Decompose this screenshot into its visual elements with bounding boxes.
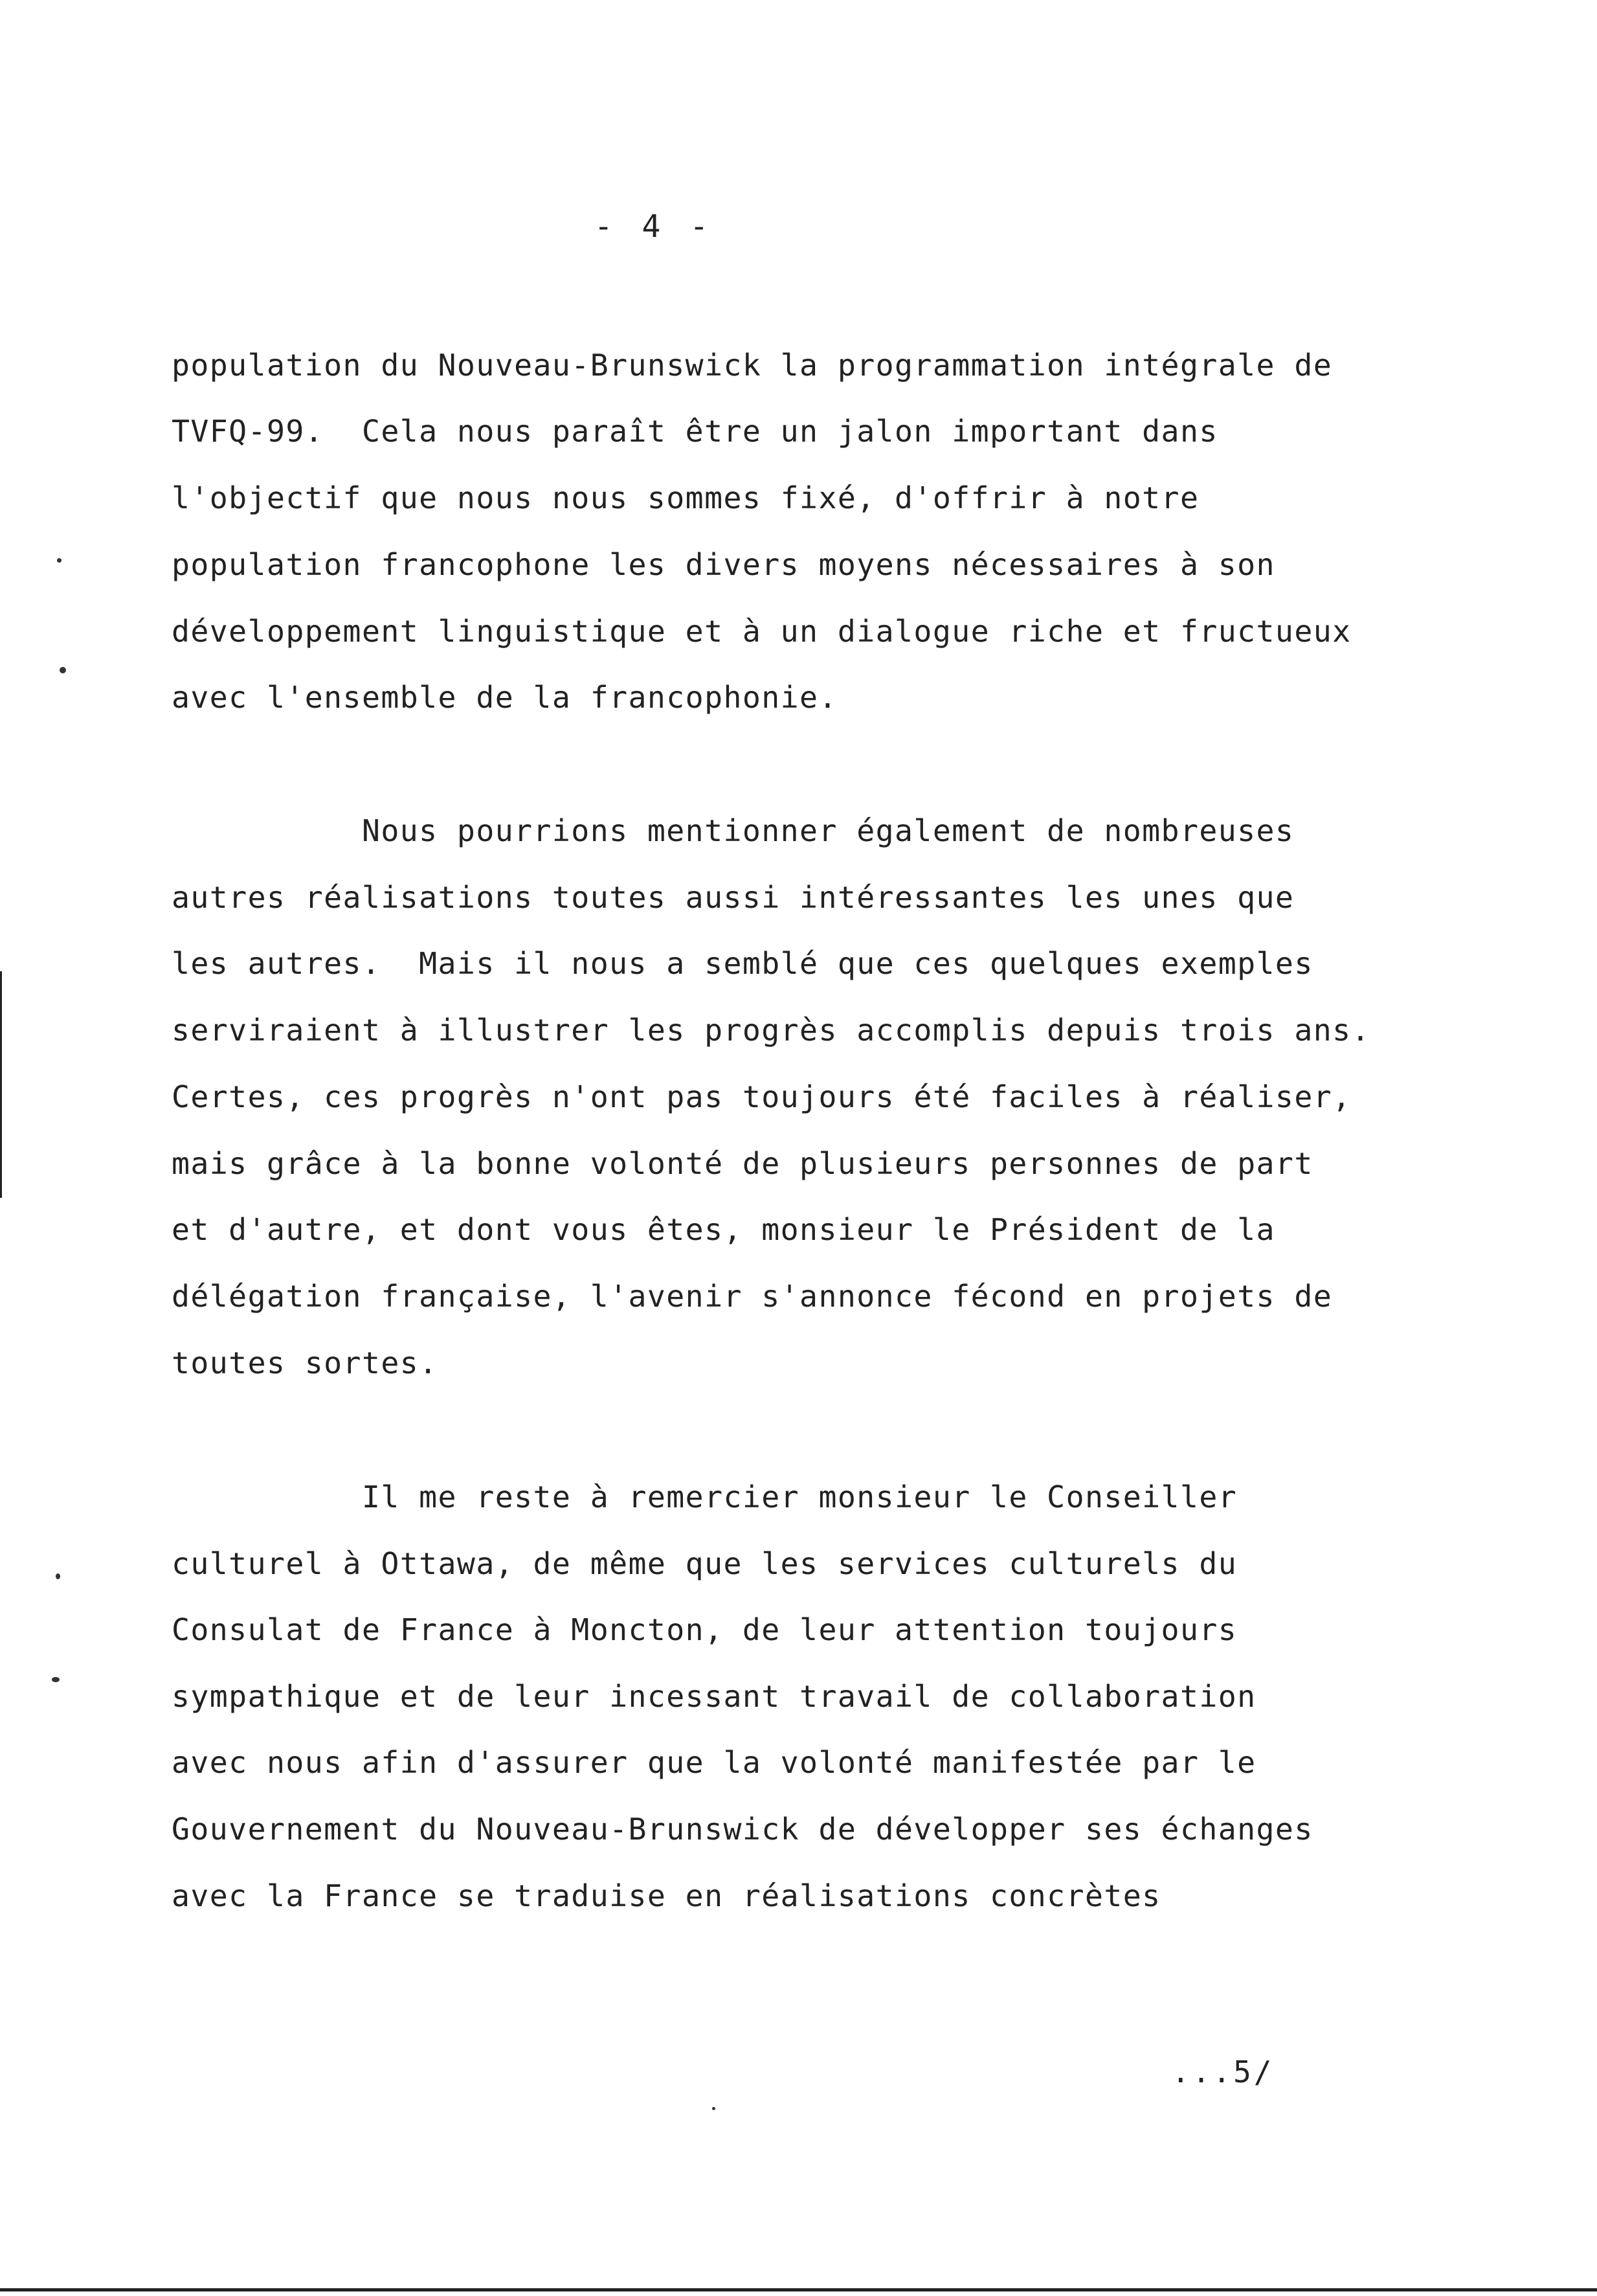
text-line: Consulat de France à Moncton, de leur attention toujours xyxy=(172,1612,1238,1647)
scan-bottom-edge xyxy=(0,2288,1597,2291)
text-line: Nous pourrions mentionner également de nombreuses xyxy=(172,813,1295,848)
scan-speck xyxy=(712,2107,715,2110)
text-line: développement linguistique et à un dialogue riche et fructueux xyxy=(172,614,1352,649)
text-line: Il me reste à remercier monsieur le Conseiller xyxy=(172,1480,1238,1514)
text-line: population francophone les divers moyens nécessaires à son xyxy=(172,547,1275,582)
text-line: culturel à Ottawa, de même que les services culturels du xyxy=(172,1546,1238,1581)
text-line: avec nous afin d'assurer que la volonté manifestée par le xyxy=(172,1745,1256,1780)
scan-speck xyxy=(52,1677,60,1682)
text-line: Certes, ces progrès n'ont pas toujours été faciles à réaliser, xyxy=(172,1079,1352,1114)
scan-speck xyxy=(56,1573,60,1579)
text-line: et d'autre, et dont vous êtes, monsieur le Président de la xyxy=(172,1212,1275,1247)
text-line: toutes sortes. xyxy=(172,1345,438,1380)
text-line: population du Nouveau-Brunswick la programmation intégrale de xyxy=(172,348,1333,383)
page-number: - 4 - xyxy=(594,208,714,245)
scan-speck xyxy=(57,558,61,563)
text-line: avec l'ensemble de la francophonie. xyxy=(172,680,838,715)
text-line: l'objectif que nous nous sommes fixé, d'offrir à notre xyxy=(172,480,1200,515)
text-line: autres réalisations toutes aussi intéressantes les unes que xyxy=(172,880,1295,915)
text-line: Gouvernement du Nouveau-Brunswick de développer ses échanges xyxy=(172,1812,1313,1847)
text-line: TVFQ-99. Cela nous paraît être un jalon important dans xyxy=(172,414,1218,449)
text-line: mais grâce à la bonne volonté de plusieurs personnes de part xyxy=(172,1146,1313,1181)
text-line: délégation française, l'avenir s'annonce fécond en projets de xyxy=(172,1279,1333,1314)
text-line: serviraient à illustrer les progrès accomplis depuis trois ans. xyxy=(172,1013,1370,1048)
text-line: sympathique et de leur incessant travail de collaboration xyxy=(172,1679,1256,1714)
scan-edge-line xyxy=(0,971,2,1198)
text-line: les autres. Mais il nous a semblé que ces quelques exemples xyxy=(172,946,1313,981)
continuation-marker: ...5/ xyxy=(1172,2054,1275,2089)
scan-speck xyxy=(60,667,66,673)
text-line: avec la France se traduise en réalisations concrètes xyxy=(172,1878,1161,1913)
